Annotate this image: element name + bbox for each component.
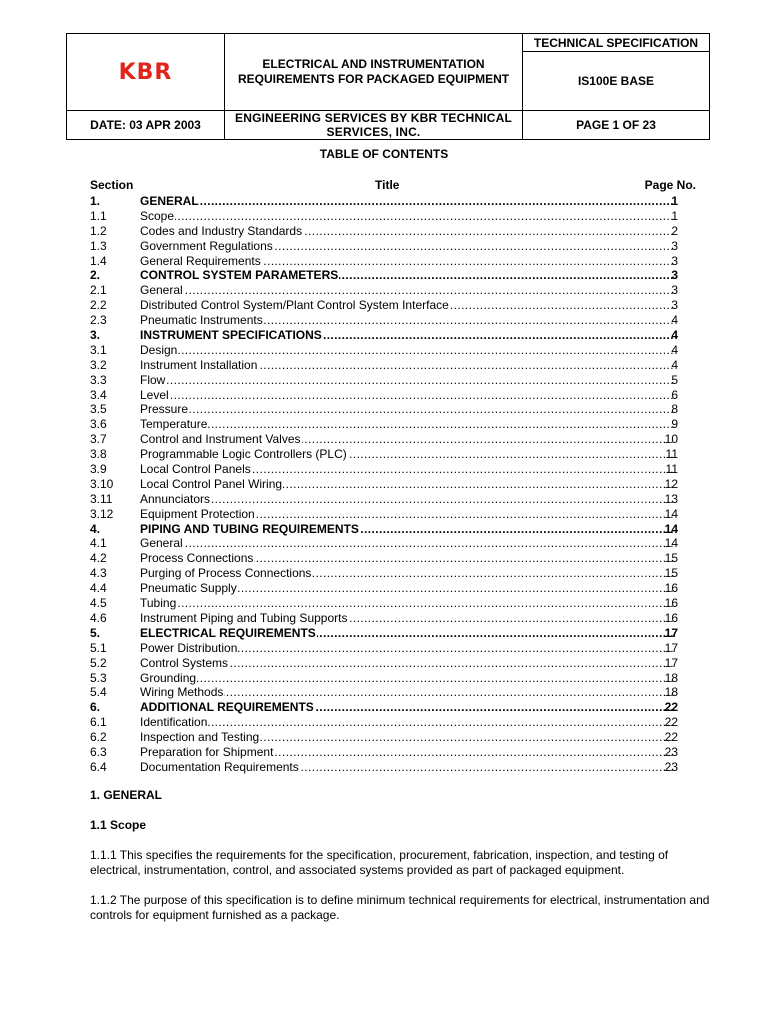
toc-entry-title: Distributed Control System/Plant Control System Interface: [140, 298, 449, 313]
toc-entry-leader: [140, 402, 674, 417]
toc-entry-title: Level: [140, 387, 169, 402]
toc-entry-page: 22: [664, 730, 678, 745]
toc-entry-page: 4: [671, 357, 678, 372]
toc-entry-page: 9: [671, 417, 678, 432]
toc-entry-number: 4.1: [90, 536, 107, 551]
toc-entry-title: INSTRUMENT SPECIFICATIONS: [140, 328, 322, 343]
toc-entry[interactable]: [90, 671, 696, 686]
title-line-2: REQUIREMENTS FOR PACKAGED EQUIPMENT: [237, 72, 510, 86]
toc-entry[interactable]: [90, 402, 696, 417]
toc-entry-number: 6.: [90, 700, 101, 715]
toc-entry-leader: [140, 671, 674, 686]
toc-entry-title: Tubing: [140, 596, 177, 611]
toc-entry-title: Temperature: [140, 417, 208, 432]
toc-entry-page: 14: [664, 506, 678, 521]
toc-entry-page: 18: [664, 670, 678, 685]
toc-entry-leader: [140, 507, 674, 522]
toc-entry-number: 1.4: [90, 253, 107, 268]
toc-entry-title: Scope: [140, 208, 175, 223]
toc-entry-title: Codes and Industry Standards: [140, 223, 303, 238]
toc-entry[interactable]: [90, 581, 696, 596]
toc-entry-leader: [140, 626, 674, 641]
toc-entry[interactable]: [90, 596, 696, 611]
toc-entry-number: 3.2: [90, 357, 107, 372]
toc-entry-leader: [140, 268, 674, 283]
toc-entry[interactable]: [90, 700, 696, 715]
toc-entry-title: Preparation for Shipment: [140, 744, 274, 759]
toc-entry-leader: [140, 566, 674, 581]
toc-entry-title: Local Control Panel Wiring: [140, 476, 283, 491]
toc-entry-number: 4.5: [90, 596, 107, 611]
toc-entry-title: Process Connections: [140, 551, 254, 566]
toc-entry-leader: [140, 239, 674, 254]
toc-entry[interactable]: [90, 507, 696, 522]
toc-entry-number: 3.7: [90, 432, 107, 447]
toc-entry-leader: [140, 522, 674, 537]
toc-entry-leader: [140, 551, 674, 566]
toc-entry-leader: [140, 462, 674, 477]
toc-entry-title: General: [140, 536, 183, 551]
toc-entry[interactable]: [90, 283, 696, 298]
toc-entry-title: Instrument Installation: [140, 357, 258, 372]
toc-entry-title: Control and Instrument Valves: [140, 432, 301, 447]
toc-entry-leader: [140, 417, 674, 432]
toc-entry-number: 6.1: [90, 715, 107, 730]
toc-title: TABLE OF CONTENTS: [319, 147, 449, 161]
toc-entry-leader: [140, 656, 674, 671]
toc-entry-page: 18: [664, 685, 678, 700]
toc-entry-number: 1.1: [90, 208, 107, 223]
toc-entry-title: Annunciators: [140, 491, 211, 506]
toc-entry-number: 3.: [90, 328, 101, 343]
toc-entry-leader: [140, 343, 674, 358]
toc-entry-title: Documentation Requirements: [140, 759, 299, 774]
toc-entry-number: 1.2: [90, 223, 107, 238]
toc-entry-title: Equipment Protection: [140, 506, 255, 521]
toc-entry-leader: [140, 358, 674, 373]
toc-entry[interactable]: [90, 254, 696, 269]
toc-entry-number: 3.10: [90, 476, 114, 491]
document-date: DATE: 03 APR 2003: [67, 111, 225, 140]
toc-entry-number: 3.5: [90, 402, 107, 417]
toc-entry-number: 6.2: [90, 730, 107, 745]
document-title: [225, 34, 523, 111]
toc-entry-leader: [140, 596, 674, 611]
toc-entry-leader: [140, 730, 674, 745]
toc-entry-number: 5.4: [90, 685, 107, 700]
toc-entry-title: Government Regulations: [140, 238, 273, 253]
toc-entry-leader: [140, 209, 674, 224]
toc-entry[interactable]: [90, 611, 696, 626]
toc-entry-page: 22: [664, 700, 678, 715]
toc-entry[interactable]: [90, 641, 696, 656]
toc-entry[interactable]: [90, 730, 696, 745]
toc-entry[interactable]: [90, 522, 696, 537]
spec-label: TECHNICAL SPECIFICATION: [523, 34, 710, 52]
toc-entry[interactable]: [90, 656, 696, 671]
toc-entry[interactable]: [90, 224, 696, 239]
toc-entry-leader: [140, 745, 674, 760]
toc-entry-number: 3.9: [90, 462, 107, 477]
toc-entry-title: General Requirements: [140, 253, 261, 268]
toc-entry-number: 1.: [90, 194, 101, 208]
toc-entry-number: 6.4: [90, 759, 107, 774]
section-heading-scope: 1.1 Scope: [90, 818, 147, 832]
toc-entry-page: 14: [664, 521, 678, 536]
logo-cell: [67, 34, 225, 111]
toc-entry-leader: [140, 477, 674, 492]
toc-entry-title: Wiring Methods: [140, 685, 224, 700]
toc-entry[interactable]: [90, 536, 696, 551]
toc-entry-leader: [140, 283, 674, 298]
toc-entry-title: Local Control Panels: [140, 462, 251, 477]
toc-entry-leader: [140, 492, 674, 507]
toc-entry-leader: [140, 373, 674, 388]
toc-col-title: Title: [375, 178, 400, 192]
toc-entry-page: 6: [671, 387, 678, 402]
toc-entry-title: Pneumatic Instruments: [140, 313, 263, 328]
toc-col-page: Page No.: [644, 178, 696, 192]
kbr-logo: KBR: [118, 59, 173, 85]
toc-entry-leader: [140, 298, 674, 313]
toc-entry-page: 12: [664, 476, 678, 491]
toc-entry-number: 4.6: [90, 610, 107, 625]
toc-entry-title: PIPING AND TUBING REQUIREMENTS: [140, 521, 359, 536]
toc-entry-title: Inspection and Testing: [140, 730, 260, 745]
toc-entry-page: 23: [664, 759, 678, 774]
toc-entry[interactable]: [90, 373, 696, 388]
toc-entry-page: 3: [671, 283, 678, 298]
toc-entry-leader: [140, 641, 674, 656]
toc-entry-page: 17: [664, 640, 678, 655]
toc-entry-number: 2.3: [90, 313, 107, 328]
toc-entry[interactable]: [90, 462, 696, 477]
toc-entry-title: Programmable Logic Controllers (PLC): [140, 447, 347, 462]
toc-entry[interactable]: [90, 388, 696, 403]
toc-entry[interactable]: [90, 343, 696, 358]
toc-entry-page: 22: [664, 715, 678, 730]
spec-code: IS100E BASE: [523, 52, 710, 111]
toc-entry-title: Instrument Piping and Tubing Supports: [140, 610, 348, 625]
toc-entry-page: 3: [671, 268, 678, 283]
toc-entry-page: 3: [671, 298, 678, 313]
toc-entry-number: 3.4: [90, 387, 107, 402]
toc-entry[interactable]: [90, 298, 696, 313]
document-header: [66, 33, 710, 140]
toc-entry[interactable]: [90, 194, 696, 209]
toc-entry-number: 2.: [90, 268, 101, 283]
toc-entry-leader: [140, 328, 674, 343]
toc-entry-leader: [140, 194, 674, 209]
toc-entry-number: 5.3: [90, 670, 107, 685]
toc-entry[interactable]: [90, 239, 696, 254]
toc-entry-leader: [140, 611, 674, 626]
toc-entry-number: 5.2: [90, 655, 107, 670]
toc-entry-page: 14: [664, 536, 678, 551]
toc-entry[interactable]: [90, 209, 696, 224]
toc-entry-page: 2: [671, 223, 678, 238]
toc-entry[interactable]: [90, 447, 696, 462]
toc-entry-title: Identification: [140, 715, 208, 730]
toc-entry-number: 2.1: [90, 283, 107, 298]
paragraph-1-1-2: 1.1.2 The purpose of this specification is to define minimum technical requirements for electrical, instrumentation and controls for equipment furnished as a package.: [90, 893, 710, 922]
toc-entry-page: 23: [664, 744, 678, 759]
toc-entry-page: 13: [664, 491, 678, 506]
toc-entry-number: 3.12: [90, 506, 114, 521]
toc-entry-title: ELECTRICAL REQUIREMENTS: [140, 625, 316, 640]
toc-entry[interactable]: [90, 477, 696, 492]
toc-entry-number: 3.8: [90, 447, 107, 462]
toc-entry-title: Grounding: [140, 670, 197, 685]
toc-entry-page: 16: [664, 581, 678, 596]
toc-entry-page: 17: [664, 655, 678, 670]
toc-entry-leader: [140, 581, 674, 596]
toc-entry-leader: [140, 715, 674, 730]
paragraph-1-1-1: 1.1.1 This specifies the requirements for the specification, procurement, fabrication, inspection, and testing of electrical, instrumentation, control, and associated systems provided as part of packaged equipment.: [90, 848, 669, 877]
toc-entry-page: 10: [664, 432, 678, 447]
toc-entry[interactable]: [90, 626, 696, 641]
toc-entry[interactable]: [90, 685, 696, 700]
toc-entry-page: 3: [671, 238, 678, 253]
toc-entry-leader: [140, 447, 674, 462]
toc-entry[interactable]: [90, 566, 696, 581]
toc-entry-leader: [140, 224, 674, 239]
toc-entry-leader: [140, 685, 674, 700]
toc-entry-page: 15: [664, 566, 678, 581]
toc-entry-number: 5.: [90, 625, 101, 640]
page-number: PAGE 1 OF 23: [523, 111, 710, 140]
toc-entry-title: ADDITIONAL REQUIREMENTS: [140, 700, 314, 715]
toc-entry[interactable]: [90, 328, 696, 343]
toc-entry[interactable]: [90, 745, 696, 760]
toc-entry-leader: [140, 313, 674, 328]
toc-entry-page: 5: [671, 372, 678, 387]
toc-entry-title: GENERAL: [140, 194, 199, 208]
toc-entry[interactable]: [90, 432, 696, 447]
toc-entry-page: 4: [671, 313, 678, 328]
toc-entry-leader: [140, 432, 674, 447]
toc-entry-number: 4.2: [90, 551, 107, 566]
toc-entry[interactable]: [90, 417, 696, 432]
toc-entry[interactable]: [90, 358, 696, 373]
toc-entry-page: 1: [671, 208, 678, 223]
toc-entry-page: 8: [671, 402, 678, 417]
toc-entry-title: General: [140, 283, 183, 298]
toc-entry-number: 4.: [90, 521, 101, 536]
toc-entry-page: 3: [671, 253, 678, 268]
toc-entry-leader: [140, 700, 674, 715]
title-line-1: ELECTRICAL AND INSTRUMENTATION: [262, 57, 485, 71]
toc-entry-number: 3.11: [90, 491, 113, 506]
toc-entry-page: 16: [664, 610, 678, 625]
toc-col-section: Section: [90, 178, 134, 192]
toc-entry-number: 4.3: [90, 566, 107, 581]
toc-entry[interactable]: [90, 551, 696, 566]
toc-entry-title: Purging of Process Connections: [140, 566, 312, 581]
toc-entry-title: Flow: [140, 372, 166, 387]
toc-entry-page: 4: [671, 342, 678, 357]
toc-entry-leader: [140, 388, 674, 403]
toc-entry-page: 17: [664, 625, 678, 640]
toc-entry-page: 1: [671, 194, 678, 208]
toc-entry-title: Pressure: [140, 402, 189, 417]
toc-entry-title: Pneumatic Supply: [140, 581, 237, 596]
toc-entry-number: 3.1: [90, 342, 107, 357]
toc-entry-page: 11: [665, 447, 678, 462]
toc-entry-title: Design: [140, 342, 178, 357]
toc-entry-number: 4.4: [90, 581, 107, 596]
toc-entry-page: 11: [665, 462, 678, 477]
toc-entry-page: 15: [664, 551, 678, 566]
toc-entry[interactable]: [90, 313, 696, 328]
table-of-contents: [90, 194, 696, 775]
toc-entry[interactable]: [90, 492, 696, 507]
toc-entry-number: 1.3: [90, 238, 107, 253]
toc-entry-page: 4: [671, 328, 678, 343]
toc-entry-number: 6.3: [90, 744, 107, 759]
toc-entry-leader: [140, 254, 674, 269]
toc-entry-leader: [140, 760, 674, 775]
toc-entry-number: 5.1: [90, 640, 107, 655]
toc-entry[interactable]: [90, 715, 696, 730]
toc-entry-page: 16: [664, 596, 678, 611]
toc-entry-number: 3.3: [90, 372, 107, 387]
toc-entry-title: Control Systems: [140, 655, 229, 670]
toc-entry[interactable]: [90, 268, 696, 283]
toc-entry-title: CONTROL SYSTEM PARAMETERS: [140, 268, 339, 283]
toc-entry-title: Power Distribution: [140, 640, 238, 655]
toc-entry[interactable]: [90, 760, 696, 775]
section-heading-general: 1. GENERAL: [90, 788, 163, 802]
engineering-services: ENGINEERING SERVICES BY KBR TECHNICAL SERVICES, INC.: [225, 111, 523, 140]
toc-entry-number: 2.2: [90, 298, 107, 313]
toc-entry-number: 3.6: [90, 417, 107, 432]
toc-entry-leader: [140, 536, 674, 551]
